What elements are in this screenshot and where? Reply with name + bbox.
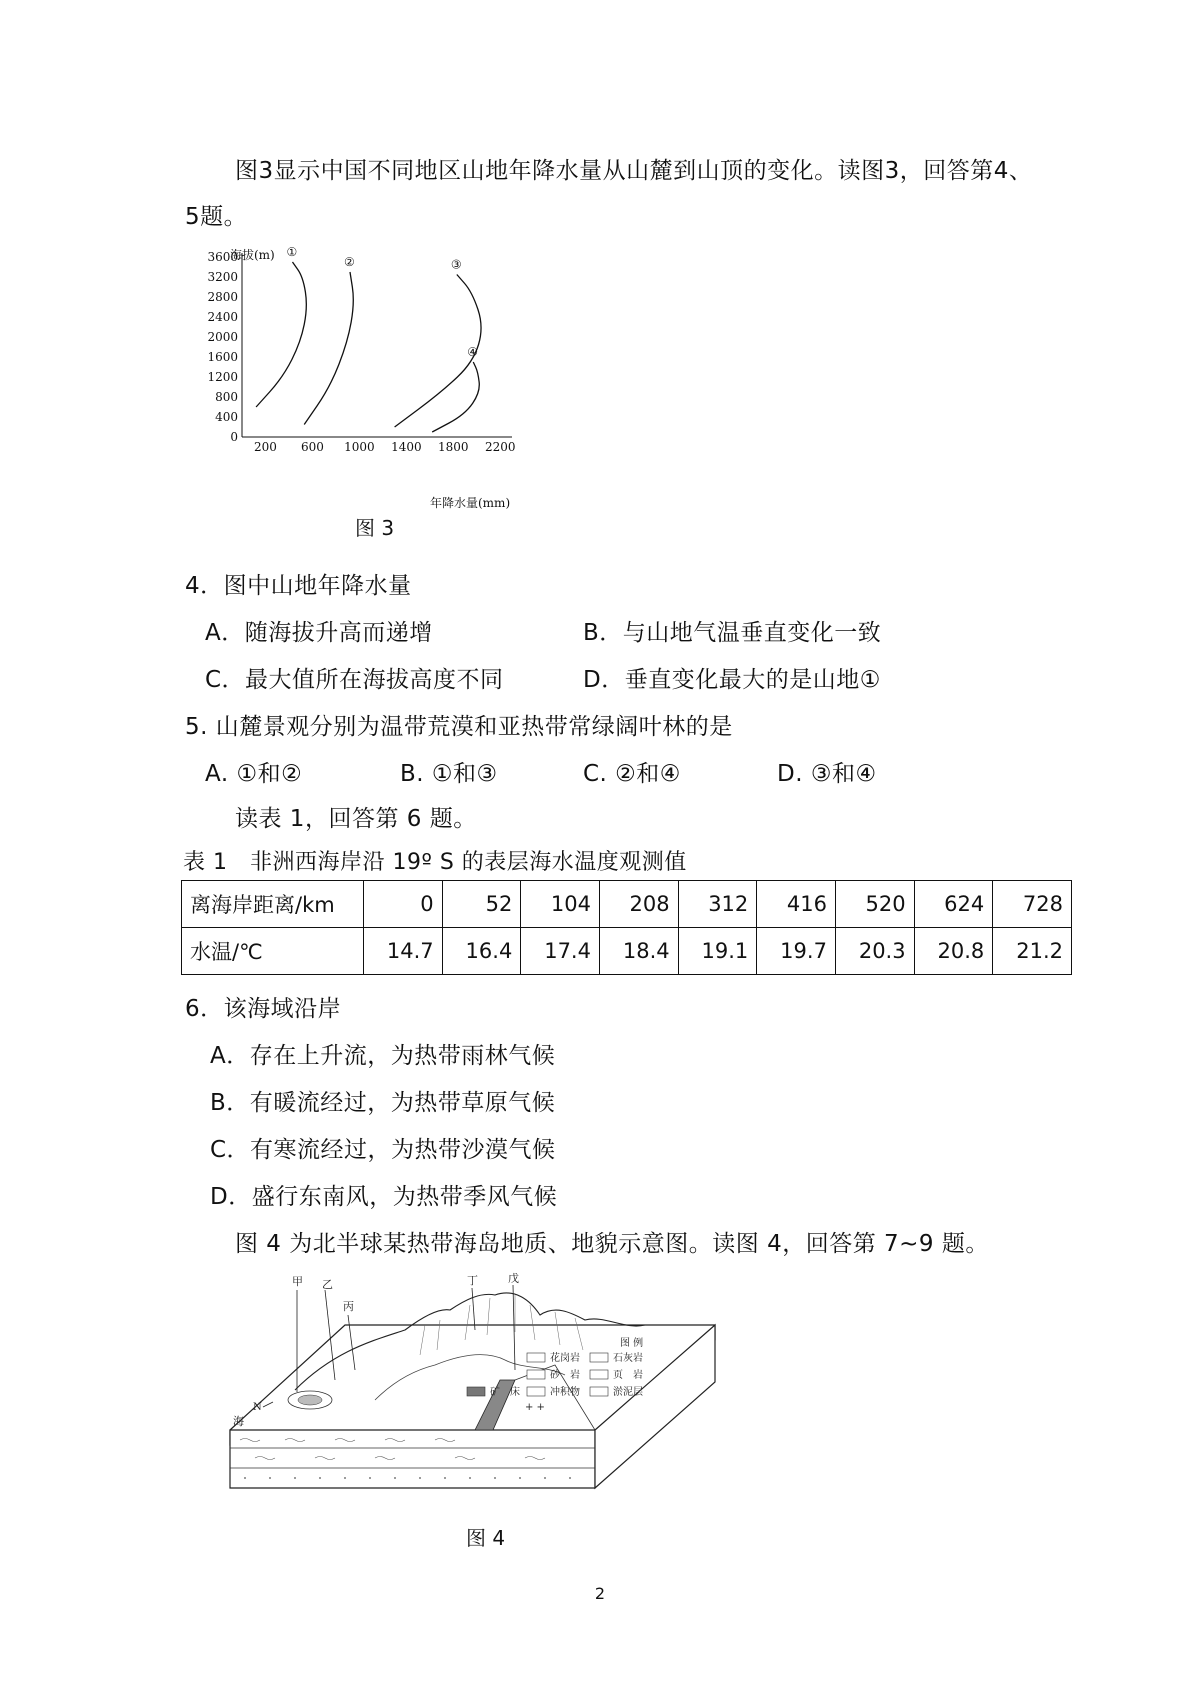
intro-line-1: 图3显示中国不同地区山地年降水量从山麓到山顶的变化。读图3，回答第4、 <box>235 158 1033 184</box>
table-cell: 416 <box>757 881 836 928</box>
legend-ore: 矿 床 <box>490 1387 520 1398</box>
x-tick-label: 1000 <box>344 440 375 454</box>
q5-option-b: B. ①和③ <box>400 761 498 787</box>
q4-option-b: B．与山地气温垂直变化一致 <box>583 620 882 646</box>
legend-alluvium: 冲积物 <box>550 1387 580 1398</box>
table1 <box>181 880 1072 975</box>
series-line <box>304 272 353 425</box>
table-cell: 14.7 <box>364 928 443 975</box>
block-front-face <box>230 1430 595 1488</box>
intro-figure4: 图 4 为北半球某热带海岛地质、地貌示意图。读图 4，回答第 7~9 题。 <box>235 1231 989 1257</box>
series-label: ① <box>286 245 298 259</box>
q4-option-d: D．垂直变化最大的是山地① <box>583 667 881 693</box>
series-label: ④ <box>467 345 479 359</box>
y-tick-label: 3200 <box>207 270 238 284</box>
table-cell: 19.1 <box>678 928 757 975</box>
y-tick-label: 800 <box>215 390 238 404</box>
figure3-x-axis-label: 年降水量(mm) <box>430 496 511 510</box>
intro-line-2: 5题。 <box>185 204 248 230</box>
read-table-instruction: 读表 1，回答第 6 题。 <box>235 806 477 832</box>
figure4-caption: 图 4 <box>466 1526 506 1550</box>
y-tick-label: 3600 <box>207 250 238 264</box>
q6-option-c: C．有寒流经过，为热带沙漠气候 <box>210 1137 556 1163</box>
table-cell: 21.2 <box>993 928 1072 975</box>
north-arrow: N <box>253 1402 262 1413</box>
legend-granite: 花岗岩 <box>550 1353 580 1364</box>
y-tick-label: 1600 <box>207 350 238 364</box>
figure3-caption: 图 3 <box>355 516 395 540</box>
table-row <box>182 881 1072 928</box>
q6-stem: 6．该海域沿岸 <box>185 996 342 1022</box>
x-tick-label: 200 <box>254 440 277 454</box>
table-cell: 728 <box>993 881 1072 928</box>
y-tick-label: 400 <box>215 410 238 424</box>
q6-option-a: A．存在上升流，为热带雨林气候 <box>210 1043 556 1069</box>
x-tick-label: 1400 <box>391 440 422 454</box>
x-tick-label: 600 <box>300 440 324 454</box>
table-cell: 18.4 <box>599 928 678 975</box>
q4-option-c: C．最大值所在海拔高度不同 <box>205 667 504 693</box>
q5-option-a: A. ①和② <box>205 761 303 787</box>
series-line <box>432 362 479 432</box>
q5-stem: 5. 山麓景观分别为温带荒漠和亚热带常绿阔叶林的是 <box>185 714 733 740</box>
table-cell: 20.8 <box>914 928 993 975</box>
legend-shale: 页 岩 <box>613 1370 643 1381</box>
label-jia: 甲 <box>292 1275 303 1288</box>
y-tick-label: 1200 <box>207 370 238 384</box>
q5-option-c: C. ②和④ <box>583 761 681 787</box>
q6-option-d: D．盛行东南风，为热带季风气候 <box>210 1184 558 1210</box>
page-number: 2 <box>594 1584 606 1603</box>
q4-option-a: A．随海拔升高而递增 <box>205 620 433 646</box>
series-line <box>256 262 306 407</box>
table-cell: 624 <box>914 881 993 928</box>
table-cell: 312 <box>678 881 757 928</box>
y-tick-label: 2400 <box>207 310 238 324</box>
table-cell: 17.4 <box>521 928 600 975</box>
legend-title: 图 例 <box>620 1338 644 1349</box>
label-wu: 戊 <box>508 1272 519 1285</box>
y-tick-label: 0 <box>230 430 238 444</box>
table-cell: 208 <box>599 881 678 928</box>
q4-stem: 4．图中山地年降水量 <box>185 573 412 599</box>
figure3-chart <box>207 245 540 530</box>
svg-text:+ +: + + <box>525 1402 545 1413</box>
table1-row1-header: 离海岸距离/km <box>182 881 364 928</box>
legend-silt: 淤泥层 <box>613 1387 643 1398</box>
label-sea: 海 <box>233 1415 244 1428</box>
y-tick-label: 2000 <box>207 330 238 344</box>
series-label: ② <box>344 255 355 269</box>
table-cell: 104 <box>521 881 600 928</box>
label-bing: 丙 <box>343 1300 354 1313</box>
table-cell: 0 <box>364 881 443 928</box>
legend-limestone: 石灰岩 <box>613 1353 643 1364</box>
figure4-block-diagram <box>225 1270 725 1505</box>
label-ding: 丁 <box>467 1274 478 1287</box>
q6-option-b: B．有暖流经过，为热带草原气候 <box>210 1090 556 1116</box>
table-cell: 520 <box>835 881 914 928</box>
x-tick-label: 1800 <box>438 440 469 454</box>
figure3-y-axis-label: 海拔(m) <box>230 248 275 262</box>
table-row <box>182 928 1072 975</box>
table-cell: 16.4 <box>442 928 521 975</box>
y-tick-label: 2800 <box>207 290 238 304</box>
label-yi: 乙 <box>322 1278 333 1291</box>
table1-title: 表 1 非洲西海岸沿 19º S 的表层海水温度观测值 <box>183 850 687 875</box>
figure3-series <box>256 245 481 432</box>
table1-row2-header: 水温/℃ <box>182 928 364 975</box>
x-tick-label: 2200 <box>484 440 516 454</box>
legend-sandstone: 砂 岩 <box>550 1370 580 1381</box>
table-cell: 20.3 <box>835 928 914 975</box>
table-cell: 19.7 <box>757 928 836 975</box>
table-cell: 52 <box>442 881 521 928</box>
series-label: ③ <box>450 257 462 272</box>
q5-option-d: D. ③和④ <box>777 761 877 787</box>
